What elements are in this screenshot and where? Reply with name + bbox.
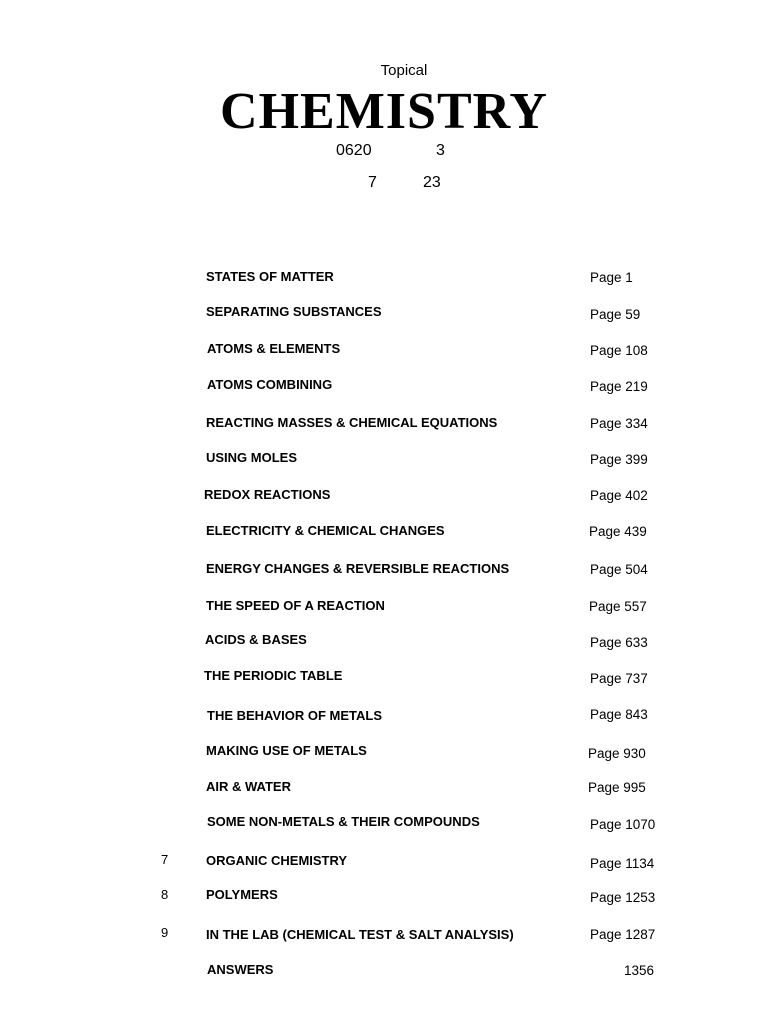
- toc-entry-page: Page 1253: [590, 890, 656, 905]
- toc-entry-page: Page 219: [590, 379, 648, 394]
- toc-entry-title: ANSWERS: [207, 962, 274, 977]
- toc-entry-number: 9: [161, 925, 169, 940]
- toc-entry-title: ORGANIC CHEMISTRY: [206, 853, 348, 868]
- toc-entry-title: ELECTRICITY & CHEMICAL CHANGES: [206, 523, 445, 538]
- toc-entry-page: Page 439: [589, 524, 647, 539]
- toc-entry-page: Page 108: [590, 343, 648, 358]
- toc-entry-page: Page 843: [590, 707, 648, 722]
- toc-entry-title: THE BEHAVIOR OF METALS: [207, 708, 383, 723]
- toc-entry-page: Page 399: [590, 452, 648, 467]
- toc-entry-page: Page 59: [590, 307, 641, 322]
- toc-entry-title: ACIDS & BASES: [205, 632, 307, 647]
- toc-entry-number: 7: [161, 852, 169, 867]
- toc-entry-page: Page 557: [589, 599, 647, 614]
- toc-entry-page: Page 1134: [590, 856, 655, 871]
- toc-entry-title: ENERGY CHANGES & REVERSIBLE REACTIONS: [206, 561, 510, 576]
- toc-entry-title: REACTING MASSES & CHEMICAL EQUATIONS: [206, 415, 498, 430]
- toc-entry-title: STATES OF MATTER: [206, 269, 334, 284]
- toc-entry-title: ATOMS & ELEMENTS: [207, 341, 341, 356]
- toc-entry-page: Page 930: [588, 746, 646, 761]
- header-number-a: 3: [436, 142, 445, 159]
- toc-entry-title: USING MOLES: [206, 450, 298, 465]
- toc-entry-page: Page 1070: [590, 817, 656, 832]
- header-number-b: 7: [368, 174, 377, 191]
- syllabus-code: 0620: [336, 142, 372, 159]
- toc-entry-title: THE PERIODIC TABLE: [204, 668, 343, 683]
- header-number-c: 23: [423, 174, 441, 191]
- toc-entry-title: MAKING USE OF METALS: [206, 743, 367, 758]
- toc-entry-page: Page 737: [590, 671, 648, 686]
- toc-entry-title: SOME NON-METALS & THEIR COMPOUNDS: [207, 814, 480, 829]
- toc-entry-title: REDOX REACTIONS: [204, 487, 331, 502]
- toc-entry-title: SEPARATING SUBSTANCES: [206, 304, 382, 319]
- toc-entry-page: Page 633: [590, 635, 648, 650]
- toc-entry-page: Page 334: [590, 416, 648, 431]
- toc-entry-title: ATOMS COMBINING: [207, 377, 333, 392]
- toc-entry-page: Page 1: [590, 270, 633, 285]
- subtitle-topical: Topical: [380, 62, 428, 79]
- toc-entry-title: AIR & WATER: [206, 779, 291, 794]
- toc-entry-page: 1356: [624, 963, 655, 978]
- page-title: CHEMISTRY: [220, 83, 548, 140]
- toc-entry-page: Page 995: [588, 780, 646, 795]
- toc-entry-number: 8: [161, 887, 169, 902]
- toc-entry-page: Page 504: [590, 562, 648, 577]
- toc-entry-title: POLYMERS: [206, 887, 278, 902]
- toc-entry-page: Page 1287: [590, 927, 656, 942]
- toc-entry-title: THE SPEED OF A REACTION: [206, 598, 385, 613]
- toc-entry-title: IN THE LAB (CHEMICAL TEST & SALT ANALYSIS): [206, 927, 514, 942]
- toc-entry-page: Page 402: [590, 488, 648, 503]
